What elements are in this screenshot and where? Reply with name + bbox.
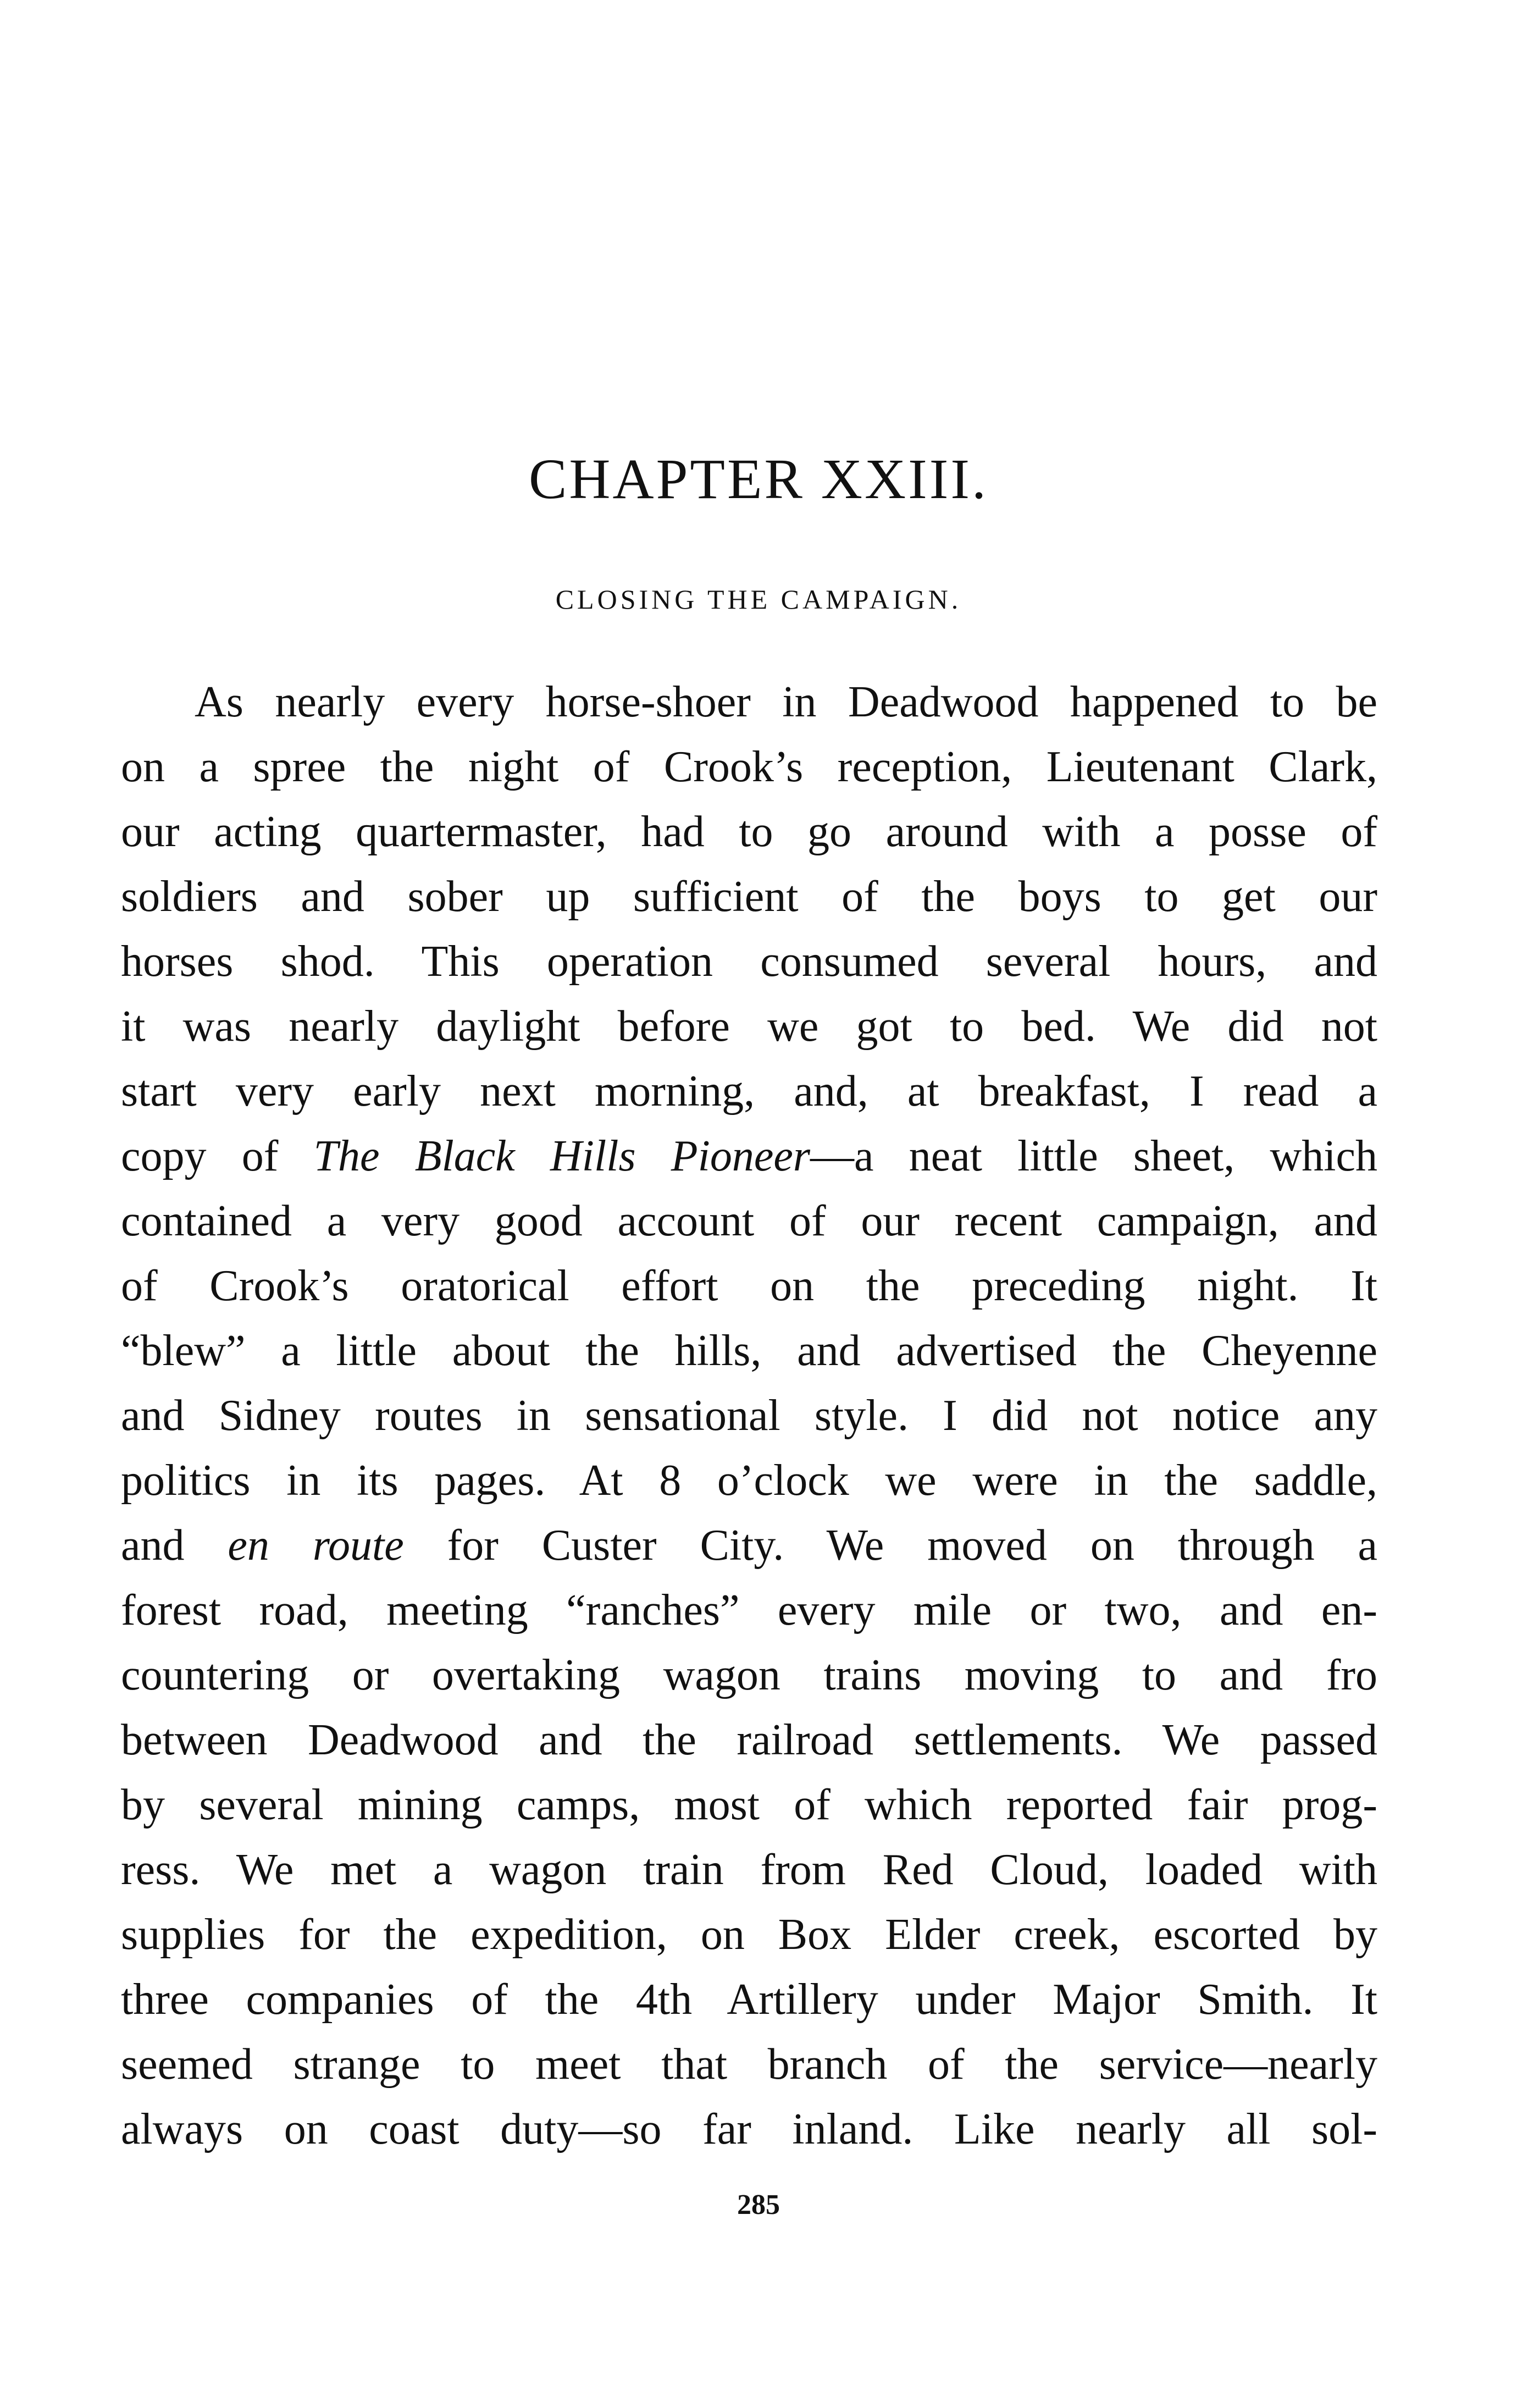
text-line: [121, 1059, 1377, 1124]
text-line: [121, 1772, 1377, 1837]
italic-text-segment: en route: [228, 1521, 404, 1570]
text-segment: between Deadwood and the railroad settlements. We passed: [121, 1716, 1377, 1764]
body-text: [121, 670, 1377, 2162]
text-line: [121, 1448, 1377, 1513]
text-line: [121, 1124, 1377, 1189]
text-line: [121, 1902, 1377, 1967]
text-line: [121, 670, 1377, 734]
text-segment: and: [121, 1521, 228, 1570]
text-segment: countering or overtaking wagon trains moving to and fro: [121, 1651, 1377, 1699]
text-segment: seemed strange to meet that branch of the service—nearly: [121, 2040, 1377, 2089]
text-line: [121, 864, 1377, 929]
text-segment: ress. We met a wagon train from Red Cloud, loaded with: [121, 1846, 1377, 1894]
text-line: [121, 1643, 1377, 1708]
text-segment: for Custer City. We moved on through a: [403, 1521, 1377, 1570]
italic-text-segment: The Black Hills Pioneer: [313, 1132, 810, 1180]
text-line: [121, 1837, 1377, 1902]
text-segment: three companies of the 4th Artillery under Major Smith. It: [121, 1975, 1377, 2024]
text-segment: start very early next morning, and, at breakfast, I read a: [121, 1067, 1377, 1115]
text-segment: always on coast duty—so far inland. Like nearly all sol-: [121, 2105, 1377, 2153]
text-line: [121, 2032, 1377, 2097]
text-segment: As nearly every horse-shoer in Deadwood happened to be: [195, 678, 1377, 726]
text-line: [121, 1189, 1377, 1253]
text-segment: “blew” a little about the hills, and advertised the Cheyenne: [121, 1327, 1377, 1375]
text-segment: horses shod. This operation consumed several hours, and: [121, 937, 1377, 986]
text-line: [121, 734, 1377, 799]
text-segment: contained a very good account of our recent campaign, and: [121, 1197, 1377, 1245]
text-line: [121, 1513, 1377, 1578]
text-segment: —a neat little sheet, which: [810, 1132, 1377, 1180]
text-segment: by several mining camps, most of which reported fair prog-: [121, 1781, 1377, 1829]
text-segment: of Crook’s oratorical effort on the preceding night. It: [121, 1262, 1377, 1310]
text-line: [121, 929, 1377, 994]
text-line: [121, 1383, 1377, 1448]
text-segment: soldiers and sober up sufficient of the boys to get our: [121, 872, 1377, 921]
text-segment: copy of: [121, 1132, 314, 1180]
chapter-title: CHAPTER XXIII.: [529, 448, 988, 511]
text-segment: our acting quartermaster, had to go around with a posse of: [121, 808, 1377, 856]
page-number: 285: [737, 2189, 780, 2221]
text-line: [121, 1318, 1377, 1383]
chapter-subtitle: CLOSING THE CAMPAIGN.: [555, 584, 962, 615]
text-line: [121, 994, 1377, 1059]
text-segment: politics in its pages. At 8 o’clock we were in the saddle,: [121, 1456, 1377, 1505]
text-segment: it was nearly daylight before we got to bed. We did not: [121, 1002, 1377, 1051]
text-line: [121, 1578, 1377, 1643]
text-line: [121, 799, 1377, 864]
text-line: [121, 1708, 1377, 1772]
text-segment: on a spree the night of Crook’s reception, Lieutenant Clark,: [121, 743, 1377, 791]
text-segment: supplies for the expedition, on Box Elder creek, escorted by: [121, 1910, 1377, 1959]
text-line: [121, 1253, 1377, 1318]
text-line: [121, 2097, 1377, 2162]
text-line: [121, 1967, 1377, 2032]
text-segment: and Sidney routes in sensational style. I did not notice any: [121, 1391, 1377, 1440]
text-segment: forest road, meeting “ranches” every mile or two, and en-: [121, 1586, 1377, 1634]
